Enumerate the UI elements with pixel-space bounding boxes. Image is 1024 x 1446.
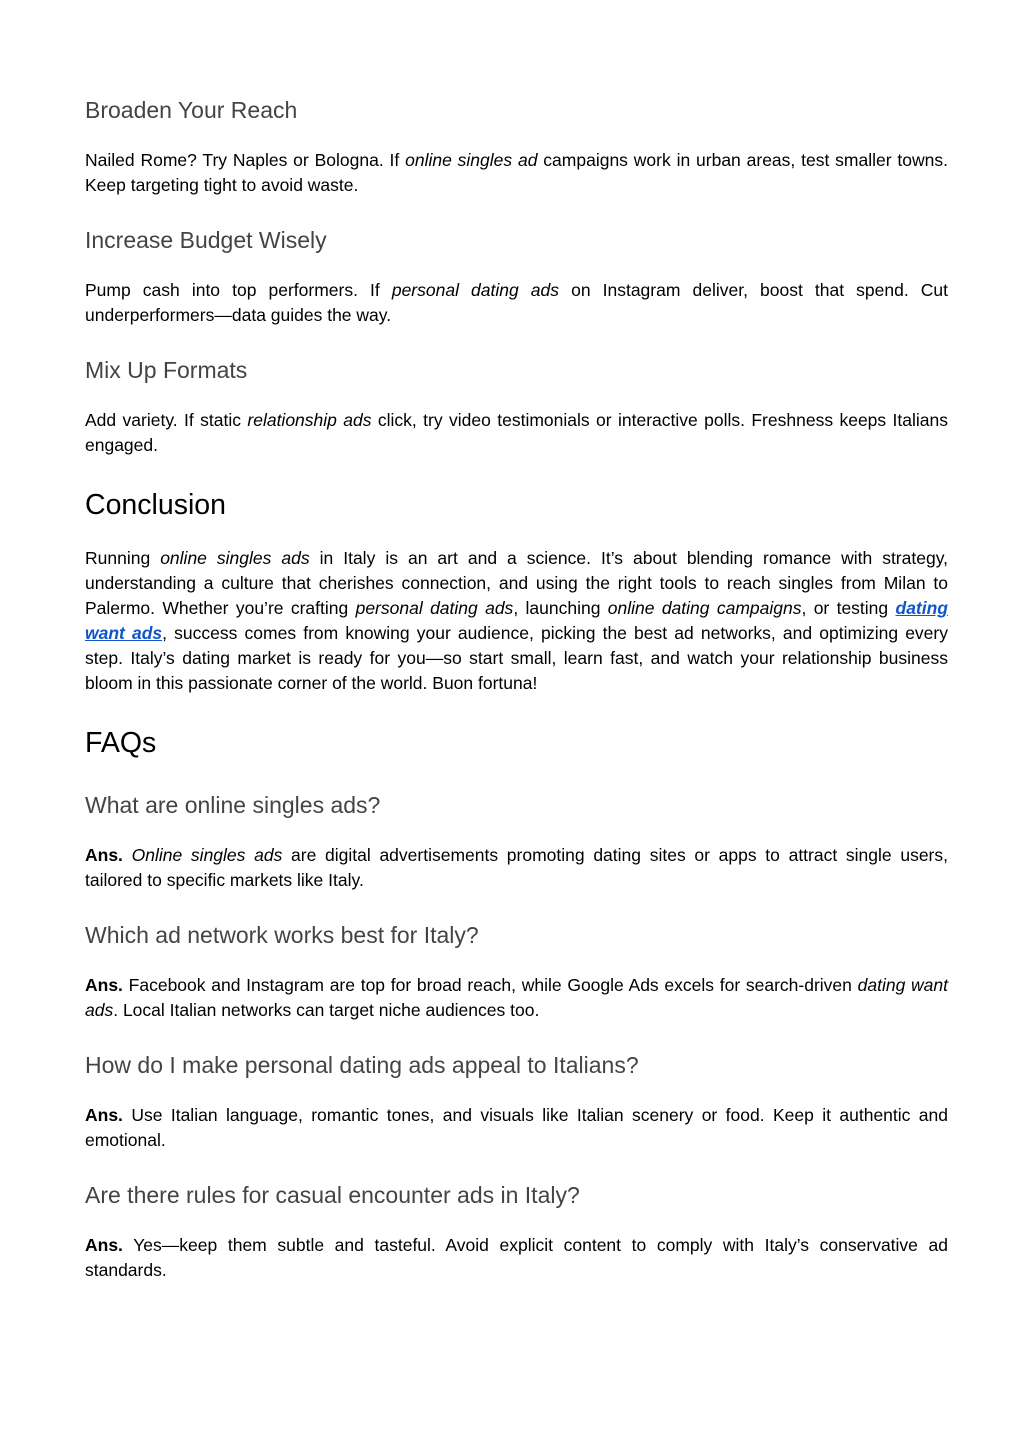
faq-answer-2: Ans. Facebook and Instagram are top for broad reach, while Google Ads excels for search-driven dating want ads. Local Italian networks can target niche audiences too. [85,975,948,1020]
faq-question-2: Which ad network works best for Italy? [85,922,479,948]
heading-broaden-your-reach: Broaden Your Reach [85,97,298,123]
emphasis-relationship-ads: relationship ads [247,410,372,430]
answer-label: Ans. [85,975,123,995]
faq-answer-1: Ans. Online singles ads are digital advertisements promoting dating sites or apps to attract single users, tailored to specific markets like Italy. [85,845,948,890]
faq-question-1: What are online singles ads? [85,792,381,818]
link-dating-want-ads[interactable]: dating want ads [85,598,948,643]
answer-label: Ans. [85,1235,123,1255]
emphasis-online-singles-ad: online singles ad [405,150,538,170]
emphasis-personal-dating-ads: personal dating ads [391,280,560,300]
paragraph-formats: Add variety. If static relationship ads click, try video testimonials or interactive polls. Freshness keeps Italians engaged. [85,410,948,455]
paragraph-budget: Pump cash into top performers. If personal dating ads on Instagram deliver, boost that spend. Cut underperformers—data guides the way. [85,280,948,325]
faq-question-3: How do I make personal dating ads appeal to Italians? [85,1052,639,1078]
emphasis-personal-dating-ads: personal dating ads [355,598,514,618]
faq-question-4: Are there rules for casual encounter ads in Italy? [85,1182,580,1208]
heading-mix-up-formats: Mix Up Formats [85,357,248,383]
paragraph-broaden: Nailed Rome? Try Naples or Bologna. If online singles ad campaigns work in urban areas, test smaller towns. Keep targeting tight to avoid waste. [85,150,948,195]
emphasis-online-dating-campaigns: online dating campaigns [607,598,802,618]
answer-label: Ans. [85,845,123,865]
answer-label: Ans. [85,1105,123,1125]
heading-faqs: FAQs [85,727,157,759]
faq-answer-4: Ans. Yes—keep them subtle and tasteful. Avoid explicit content to comply with Italy’s conservative ad standards. [85,1235,948,1280]
faq-answer-3: Ans. Use Italian language, romantic tones, and visuals like Italian scenery or food. Keep it authentic and emotional. [85,1105,948,1150]
paragraph-conclusion: Running online singles ads in Italy is an art and a science. It’s about blending romance with strategy, understanding a culture that cherishes connection, and using the right tools to reach singles from Milan to Palermo. Whether you’re crafting personal dating ads, launching online dating campaigns, or testing dating want ads, success comes from knowing your audience, picking the best ad networks, and optimizing every step. Italy’s dating market is ready for you—so start small, learn fast, and watch your relationship business bloom in this passionate corner of the world. Buon fortuna! [85,548,949,693]
emphasis-online-singles-ads: online singles ads [160,548,310,568]
heading-conclusion: Conclusion [85,489,226,521]
heading-increase-budget: Increase Budget Wisely [85,227,327,253]
